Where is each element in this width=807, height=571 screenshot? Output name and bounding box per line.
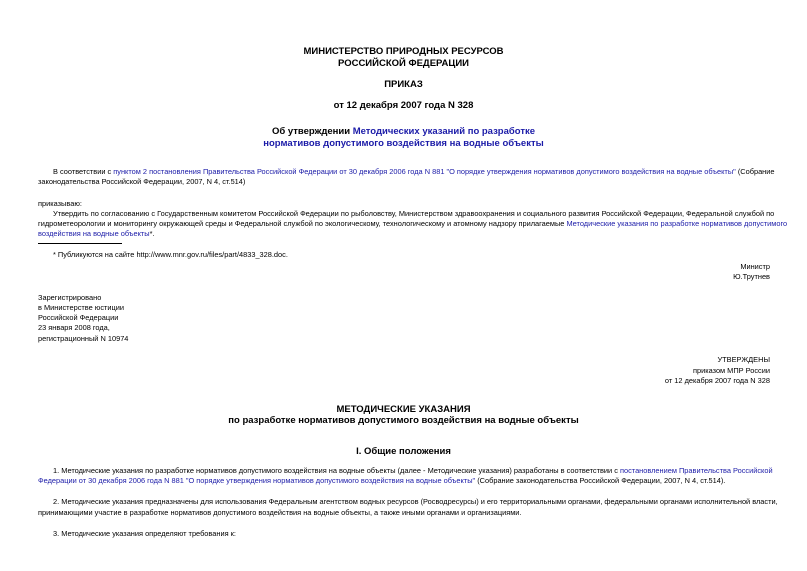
paragraph-3: 3. Методические указания определяют требования к: (53, 529, 236, 538)
doc-title-line-2: по разработке нормативов допустимого воздействия на водные объекты (228, 415, 579, 426)
approve-suffix: *. (149, 229, 155, 238)
paragraph-1-line-1 (53, 466, 773, 475)
doc-title-line-1: МЕТОДИЧЕСКИЕ УКАЗАНИЯ (336, 404, 471, 415)
approved-line-1: УТВЕРЖДЕНЫ (717, 355, 770, 364)
order-title: ПРИКАЗ (384, 79, 423, 90)
preamble-line-1 (53, 167, 775, 176)
registration-line-3: Российской Федерации (38, 313, 119, 322)
paragraph-2-line-2: принимающими участие в разработке нормативов допустимого воздействия на водные объекты, а также иными органами и организациями. (38, 508, 522, 517)
ministry-line-1: МИНИСТЕРСТВО ПРИРОДНЫХ РЕСУРСОВ (303, 46, 504, 57)
approve-line-2 (38, 219, 787, 228)
footnote-divider (38, 243, 122, 244)
subject-link-part-1[interactable]: Методических указаний по разработке (352, 126, 536, 137)
approve-link-part-1[interactable]: Методические указания по разработке нормативов допустимого (566, 219, 788, 228)
approved-line-2: приказом МПР России (692, 366, 770, 375)
paragraph-1-text: 1. Методические указания по разработке нормативов допустимого воздействия на водные объекты (далее - Методические указания) разработаны в соответствии с (53, 466, 620, 475)
approve-link-part-2[interactable]: воздействия на водные объекты (38, 229, 150, 238)
paragraph-1-link-part-2[interactable]: Федерации от 30 декабря 2006 года N 881 "О порядке утверждения нормативов допустимого воздействия на водные объекты" (38, 476, 476, 485)
paragraph-1-line-2 (38, 476, 725, 485)
preamble-text-1: В соответствии с (53, 167, 114, 176)
registration-line-2: в Министерстве юстиции (38, 303, 125, 312)
subject-link-part-2[interactable]: нормативов допустимого воздействия на водные объекты (263, 138, 544, 149)
signature-title: Министр (740, 262, 770, 271)
paragraph-2-line-1: 2. Методические указания предназначены для использования Федеральным агентством водных ресурсов (Росводресурсы) и его территориальными органами, федеральными органами исполнительной власти, (53, 497, 778, 506)
order-subject-line-1 (0, 126, 807, 137)
approve-line-1: Утвердить по согласованию с Государственным комитетом Российской Федерации по рыболовству, Министерством здравоохранения и социального развития Российской Федерации, Федеральной службой по (53, 209, 775, 218)
registration-line-1: Зарегистрировано (38, 293, 102, 302)
registration-line-4: 23 января 2008 года, (38, 323, 110, 332)
section-heading: I. Общие положения (356, 446, 451, 457)
footnote: * Публикуются на сайте http://www.mnr.gov.ru/files/part/4833_328.doc. (53, 250, 288, 259)
approve-line-3 (38, 229, 155, 238)
preamble-link[interactable]: пунктом 2 постановления Правительства Российской Федерации от 30 декабря 2006 года N 881 "О порядке утверждения нормативов допустимого воздействия на водные объекты" (113, 167, 736, 176)
paragraph-1-suffix: (Собрание законодательства Российской Федерации, 2007, N 4, ст.514). (475, 476, 726, 485)
ministry-line-2: РОССИЙСКОЙ ФЕДЕРАЦИИ (337, 58, 469, 69)
approved-line-3: от 12 декабря 2007 года N 328 (664, 376, 770, 385)
paragraph-1-link-part-1[interactable]: постановлением Правительства Российской (619, 466, 773, 475)
order-date: от 12 декабря 2007 года N 328 (333, 100, 474, 111)
preamble-line-2: законодательства Российской Федерации, 2007, N 4, ст.514) (38, 177, 246, 186)
order-word: приказываю: (38, 199, 82, 208)
preamble-text-2: (Собрание (735, 167, 775, 176)
approve-text: гидрометеорологии и мониторингу окружающей среды и Федеральной службой по экологическому, технологическому и атомному надзору прилагаемые (38, 219, 567, 228)
signature-name: Ю.Трутнев (733, 272, 770, 281)
registration-line-5: регистрационный N 10974 (38, 334, 129, 343)
subject-prefix: Об утверждении (271, 126, 353, 137)
